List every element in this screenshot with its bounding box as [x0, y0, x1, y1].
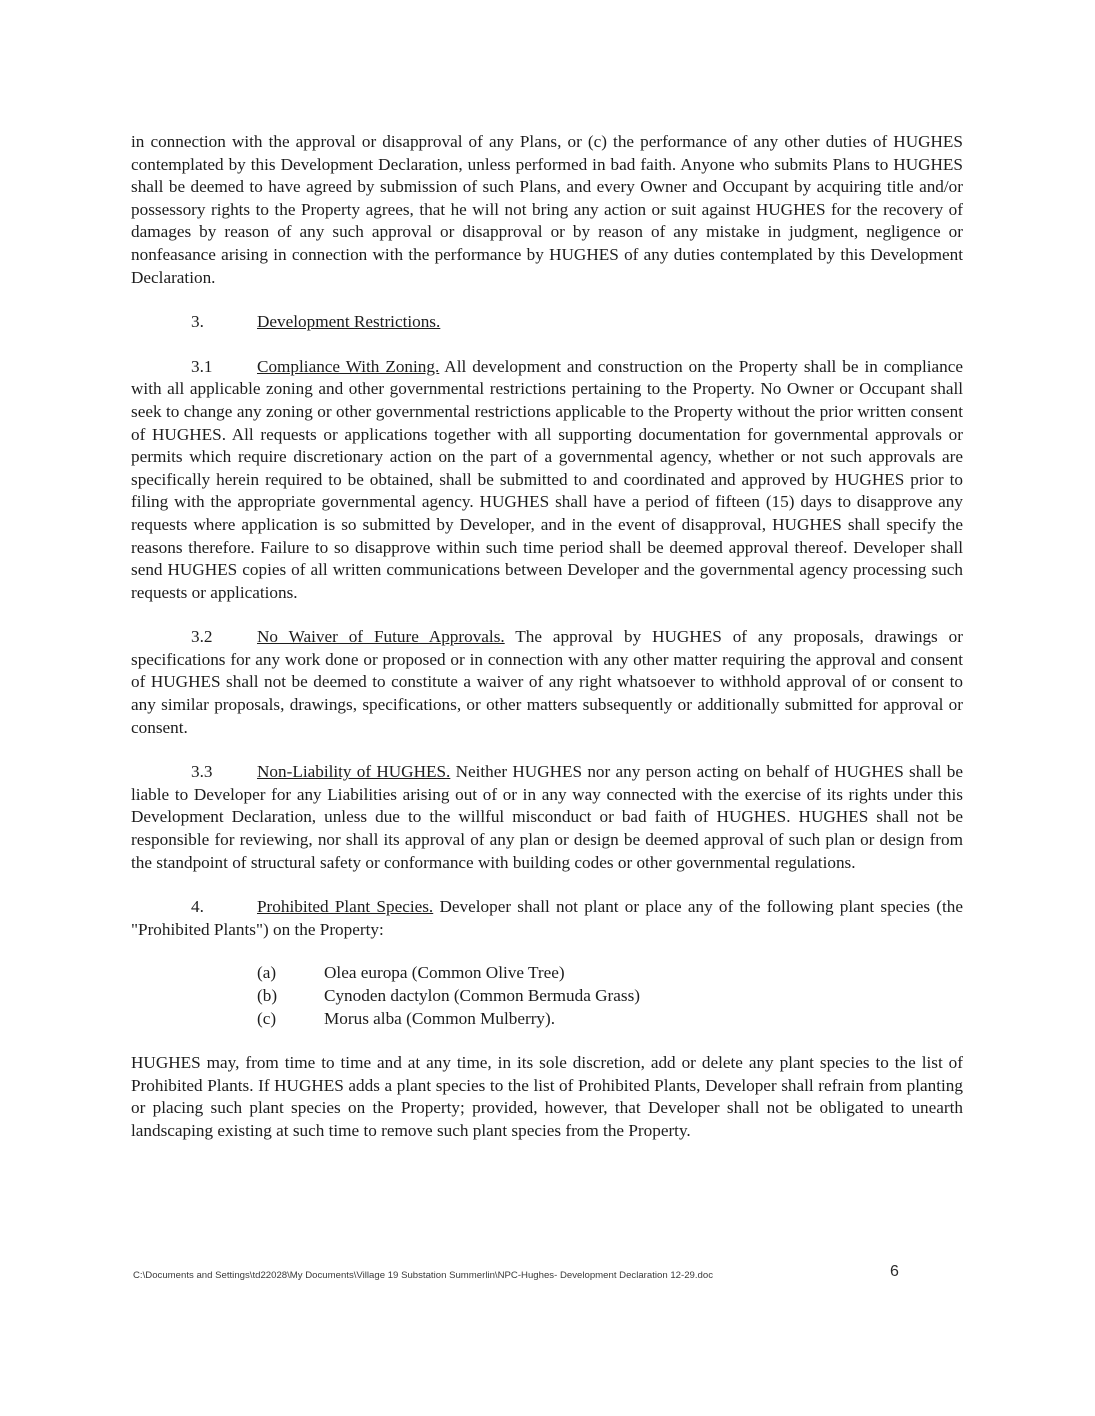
section-number: 3. — [191, 312, 204, 332]
section-number: 4. — [191, 897, 204, 917]
section-heading: Prohibited Plant Species. — [257, 897, 434, 917]
section-3-1-paragraph — [131, 356, 963, 605]
list-item-text: Cynoden dactylon (Common Bermuda Grass) — [324, 986, 641, 1005]
list-marker: (b) — [257, 986, 278, 1005]
section-heading: No Waiver of Future Approvals. — [257, 627, 505, 647]
prohibited-plants-list — [257, 962, 963, 1030]
section-heading: Development Restrictions. — [257, 312, 441, 332]
list-marker: (c) — [257, 1008, 277, 1028]
section-body: The approval by HUGHES of any proposals, drawings or specifications for any work done or proposed or in connection with any other matter requiring the approval and consent of HUGHES shall not be deemed to constitute a waiver of any right whatsoever to withhold approval of or consent to any similar proposals, drawings, specifications, or other matters subsequently or additionally submitted for approval or consent. — [131, 627, 963, 737]
list-item — [257, 962, 963, 985]
section-heading: Compliance With Zoning. — [257, 356, 440, 376]
section-4-paragraph — [131, 896, 963, 941]
list-item — [257, 985, 963, 1008]
section-body: Neither HUGHES nor any person acting on behalf of HUGHES shall be liable to Developer for any Liabilities arising out of or in any way connected with the exercise of its rights under this Development Declaration, unless due to the willful misconduct or bad faith of HUGHES. HUGHES shall not be responsible for reviewing, nor shall its approval of any plan or design be deemed approval of such plan or design from the standpoint of structural safety or conformance with building codes or other governmental regulations. — [131, 762, 963, 872]
section-number: 3.3 — [191, 762, 213, 782]
section-3-heading-line — [131, 311, 963, 334]
section-3-3-paragraph — [131, 761, 963, 874]
section-number: 3.1 — [191, 356, 213, 376]
list-item-text: Morus alba (Common Mulberry). — [324, 1008, 556, 1028]
document-body — [131, 131, 963, 1143]
footer-file-path: C:\Documents and Settings\td22028\My Documents\Village 19 Substation Summerlin\NPC-Hughes- Development Declaration 12-29.doc — [133, 1270, 714, 1281]
closing-paragraph: HUGHES may, from time to time and at any time, in its sole discretion, add or delete any plant species to the list of Prohibited Plants. If HUGHES adds a plant species to the list of Prohibited Plants, Developer shall refrain from planting or placing such plant species on the Property; provided, however, that Developer shall not be obligated to unearth landscaping existing at such time to remove such plant species from the Property. — [131, 1053, 963, 1140]
list-item — [257, 1008, 963, 1031]
section-body: All development and construction on the Property shall be in compliance with all applicable zoning and other governmental restrictions pertaining to the Property. No Owner or Occupant shall seek to change any zoning or other governmental restrictions applicable to the Property without the prior written consent of HUGHES. All requests or applications together with all supporting documentation for governmental approvals or permits which require discretionary action on the part of a governmental agency, whether or not such approvals are specifically herein required to be obtained, shall be submitted to and coordinated and approved by HUGHES prior to filing with the appropriate governmental agency. HUGHES shall have a period of fifteen (15) days to disapprove any requests where application is so submitted by Developer, and in the event of disapproval, HUGHES shall specify the reasons therefore. Failure to so disapprove within such time period shall be deemed approval thereof. Developer shall send HUGHES copies of all written communications between Developer and the governmental agency processing such requests or applications. — [131, 356, 963, 602]
intro-paragraph: in connection with the approval or disapproval of any Plans, or (c) the performance of any other duties of HUGHES contemplated by this Development Declaration, unless performed in bad faith. Anyone who submits Plans to HUGHES shall be deemed to have agreed by submission of such Plans, and every Owner and Occupant by acquiring title and/or possessory rights to the Property agrees, that he will not bring any action or suit against HUGHES for the recovery of damages by reason of any such approval or disapproval or by reason of any mistake in judgment, negligence or nonfeasance arising in connection with the performance by HUGHES of any duties contemplated by this Development Declaration. — [131, 132, 963, 287]
section-body: Developer shall not plant or place any of the following plant species (the "Prohibited Plants") on the Property: — [131, 897, 963, 939]
section-3-2-paragraph — [131, 626, 963, 739]
page-number: 6 — [890, 1263, 899, 1280]
list-marker: (a) — [257, 963, 277, 983]
list-item-text: Olea europa (Common Olive Tree) — [324, 963, 565, 983]
section-heading: Non-Liability of HUGHES. — [257, 762, 451, 782]
section-number: 3.2 — [191, 627, 213, 647]
